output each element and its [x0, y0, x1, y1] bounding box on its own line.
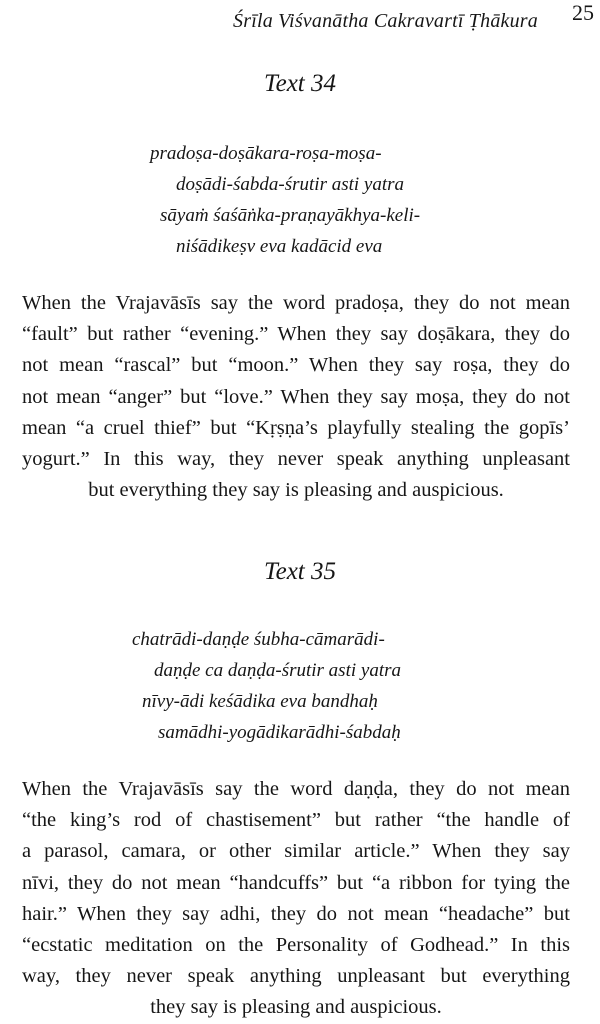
verse-line: chatrādi-daṇḍe śubha-cāmarādi- [132, 629, 385, 650]
verse-line: samādhi-yogādikarādhi-śabdaḥ [158, 722, 401, 743]
text-35-translation [22, 774, 570, 1024]
translation-line: yogurt.” In this way, they never speak anything unpleasant [22, 448, 570, 471]
text-34-verse [150, 138, 420, 262]
text-34-heading: Text 34 [264, 70, 336, 97]
translation-line: they say is pleasing and auspicious. [150, 996, 442, 1019]
verse-line: sāyaṁ śaśāṅka-praṇayākhya-keli- [160, 205, 421, 226]
translation-line: but everything they say is pleasing and auspicious. [88, 479, 504, 502]
verse-line: nīvy-ādi keśādika eva bandhaḥ [142, 691, 378, 712]
translation-line: not mean “anger” but “love.” When they say moṣa, they do not [22, 385, 570, 408]
translation-line: way, they never speak anything unpleasant but everything [22, 965, 570, 988]
page-number: 25 [572, 0, 594, 25]
translation-line: “fault” but rather “evening.” When they say doṣākara, they do [22, 323, 570, 346]
translation-line: When the Vrajavāsīs say the word pradoṣa, they do not mean [22, 292, 570, 314]
translation-line: “the king’s rod of chastisement” but rather “the handle of [22, 809, 570, 832]
text-34-translation [22, 288, 570, 506]
translation-line: a parasol, camara, or other similar article.” When they say [22, 840, 570, 863]
translation-line: not mean “rascal” but “moon.” When they say roṣa, they do [22, 354, 570, 377]
verse-line: pradoṣa-doṣākara-roṣa-moṣa- [150, 143, 382, 164]
text-35-heading: Text 35 [264, 558, 336, 585]
translation-line: hair.” When they say adhi, they do not mean “headache” but [22, 902, 570, 925]
verse-line: niśādikeṣv eva kadācid eva [176, 236, 383, 257]
verse-line: doṣādi-śabda-śrutir asti yatra [176, 174, 405, 195]
translation-line: nīvi, they do not mean “handcuffs” but “a ribbon for tying the [22, 871, 570, 894]
running-title: Śrīla Viśvanātha Cakravartī Ṭhākura [233, 10, 538, 32]
verse-line: daṇḍe ca daṇḍa-śrutir asti yatra [154, 660, 401, 681]
translation-line: When the Vrajavāsīs say the word daṇḍa, they do not mean [22, 778, 570, 800]
translation-line: mean “a cruel thief” but “Kṛṣṇa’s playfully stealing the gopīs’ [22, 416, 570, 439]
translation-line: “ecstatic meditation on the Personality of Godhead.” In this [22, 934, 570, 957]
text-35-verse [132, 624, 401, 748]
